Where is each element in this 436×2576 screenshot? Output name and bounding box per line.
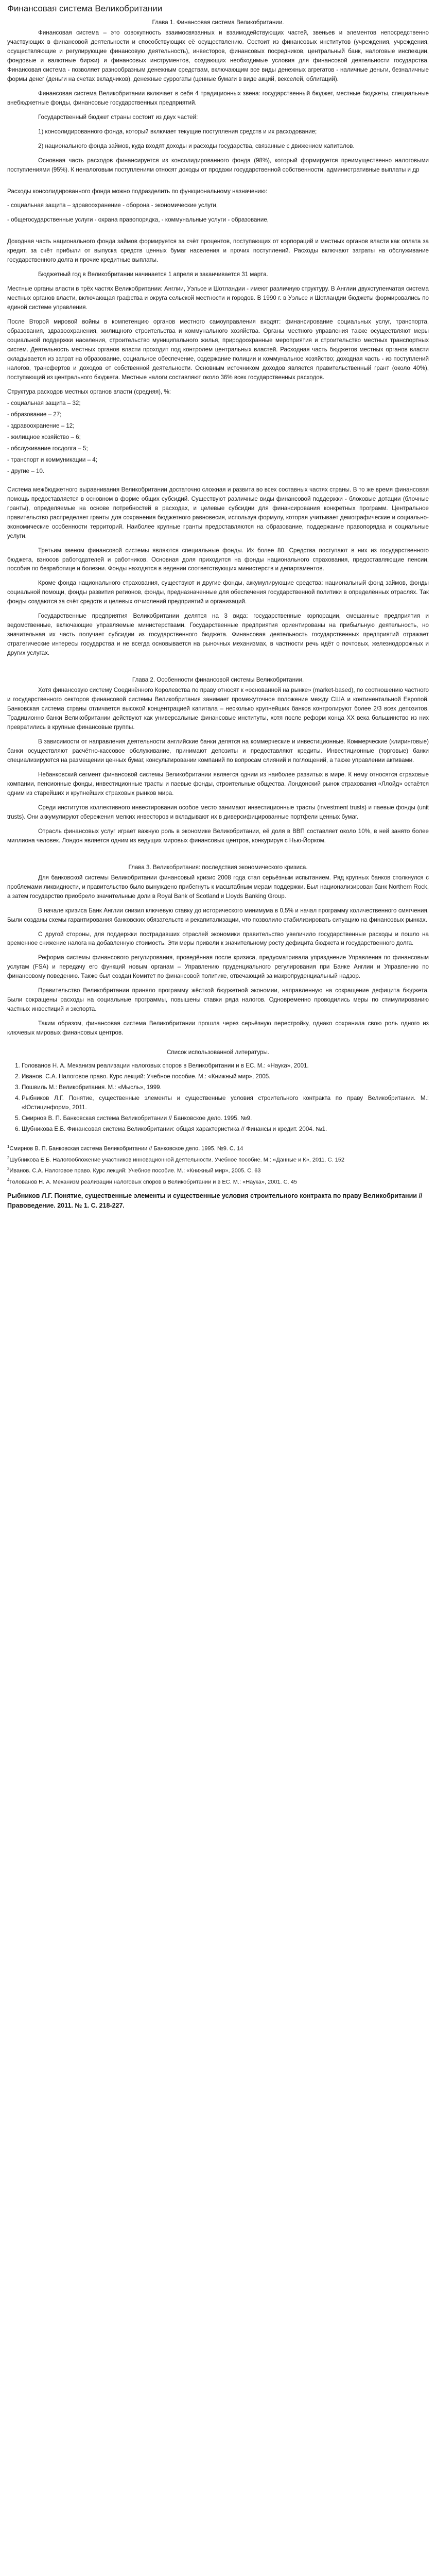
footnote: $^1$Смирнов В. П. Банковская система Великобритании // Банковское дело. 1995. №9. С. 14: [7, 1144, 243, 1152]
paragraph: Реформа системы финансового регулирования, проведённая после кризиса, предусматривала упразднение Управления по финансовым услугам (FSA) и передачу его функций новым органам – Управлению пруденциального регулирования при Банке Англии и Управлению по финансовому поведению. Также был создан Комитет по финансовой политике, отвечающий за макропруденциальный надзор.: [7, 954, 429, 980]
chapter-3-heading: Глава 3. Великобритания: последствия экономического кризиса.: [128, 863, 308, 871]
paragraph: Финансовая система – это совокупность взаимосвязанных и взаимодействующих частей, звеньев и элементов непосредственно участвующих в финансовой деятельности и способствующих её осуществлению. Состоит из финансовых институтов (учреждения, учреждения, осуществляющие и регулирующие финансовую деятельность), инвесторов, финансовых посредников, центральный банк, налоговые инспекции, фондовые и валютные биржи) и финансовых инструментов, создающих необходимые условия для финансовой деятельности государства. Финансовая система - позволяет разнообразным денежным средствам, включающим все виды денежных агрегатов - наличные деньги, безналичные формы денег (деньги на счетах вкладчиков), денежные суррогаты (ценные бумаги в виде акций, векселей, облигаций).: [7, 29, 429, 82]
paragraph: Среди институтов коллективного инвестирования особое место занимают инвестиционные трасты (investment trusts) и паевые фонды (unit trusts). Они аккумулируют сбережения мелких инвесторов и вкладывают их в диверсифицированные портфели ценных бумаг.: [7, 804, 429, 820]
footnotes: [7, 1144, 429, 1187]
bibliography-item: 3. Пошвиль М.: Великобритания. М.: «Мысль», 1999.: [22, 1083, 429, 1092]
list-item: - здравоохранение – 12;: [7, 422, 75, 429]
footnote: $^2$Шубникова Е.Б. Налогообложение участников инновационной деятельности. Учебное пособие. М.: «Данные и К», 2011. С. 152: [7, 1155, 345, 1163]
paragraph: Бюджетный год в Великобритании начинается 1 апреля и заканчивается 31 марта.: [38, 271, 268, 278]
paragraph: После Второй мировой войны в компетенцию органов местного самоуправления входят: финансирование социальных услуг, транспорта, образования, здравоохранения, жилищного строительства и коммунального хозяйства. Органы местного управления также осуществляют меры социальной поддержки населения, строительство муниципального жилья, природоохранные мероприятия и строительство местных транспортных систем. Деятельность местных органов власти проходит под контролем центральных властей. Расходная часть бюджетов местных органов власти складывается из затрат на образование, социальное обеспечение, содержание полиции и коммунальное хозяйство; доходная часть - из поступлений налогов, трансфертов и доходов от собственной деятельности. Основным источником доходов является правительственный грант (около 40%), поступающий из центрального бюджета. Местные налоги составляют около 36% всех государственных расходов.: [7, 318, 429, 381]
document-page: [0, 0, 436, 1232]
paragraph: Правительство Великобритании приняло программу жёсткой бюджетной экономии, направленную на сокращение дефицита бюджета. Были сокращены расходы на социальные программы, повышены ставки ряда налогов. Одновременно проводились меры по стимулированию частных инвестиций и экспорта.: [7, 987, 429, 1013]
bibliography-item: 6. Шубникова Е.Б. Финансовая система Великобритании: общая характеристика // Финансы и кредит. 2004. №1.: [22, 1125, 429, 1134]
paragraph: Третьим звеном финансовой системы являются специальные фонды. Их более 80. Средства поступают в них из государственного бюджета, взносов работодателей и работников. Основная доля приходится на фонды национального страхования, предоставляющие пенсии, пособия по безработице и болезни. Фонды находятся в ведении соответствующих министерств и департаментов.: [7, 547, 429, 572]
paragraph: - социальная защита – здравоохранение - оборона - экономические услуги,: [7, 202, 218, 209]
chapter-1-heading: Глава 1. Финансовая система Великобритании.: [152, 19, 284, 26]
paragraph: Основная часть расходов финансируется из консолидированного фонда (98%), который формируется преимущественно налоговыми поступлениями (95%). К неналоговым поступлениям относят доходы от продажи государственной собственности, административные выплаты и др: [7, 157, 429, 173]
structure-heading: Структура расходов местных органов власти (средняя), %:: [7, 388, 171, 395]
paragraph: - общегосударственные услуги - охрана правопорядка, - коммунальные услуги - образование,: [7, 216, 269, 224]
citation-text: Рыбников Л.Г. Понятие, существенные элементы и существенные условия строительного контракта по праву Великобритании // Правоведение. 2011. № 1. С. 218-227.: [7, 1192, 423, 1210]
paragraph: В начале кризиса Банк Англии снизил ключевую ставку до исторического минимума в 0,5% и начал программу количественного смягчения. Были созданы схемы гарантирования банковских обязательств и рекапитализации, что позволило стабилизировать ситуацию на финансовых рынках.: [7, 907, 429, 923]
list-item: - транспорт и коммуникации – 4;: [7, 456, 97, 463]
bibliography-item: 5. Смирнов В. П. Банковская система Великобритании // Банковское дело. 1995. №9.: [22, 1114, 429, 1123]
footnote: $^4$Голованов Н. А. Механизм реализации налоговых споров в Великобритании и в ЕС. М.: «Наука», 2001. С. 45: [7, 1178, 297, 1185]
paragraph: Система межбюджетного выравнивания Великобритании достаточно сложная и развита во всех составных частях страны. В то же время финансовая помощь предоставляется в основном в форме общих субсидий. Существуют различные виды финансовой поддержки - блоковые дотации (блочные гранты), определяемые на основе потребностей в расходах, и целевые субсидии для финансирования конкретных программ. Центральное правительство распределяет гранты для сохранения бюджетного равновесия, используя формулу, которая учитывает демографические и социально-экономические особенности территорий. Наиболее крупные гранты предоставляются на образование, поддержание правопорядка и социальные услуги.: [7, 486, 429, 539]
paragraph: Государственный бюджет страны состоит из двух частей:: [38, 113, 198, 121]
paragraph: В зависимости от направления деятельности английские банки делятся на коммерческие и инвестиционные. Коммерческие (клиринговые) банки осуществляют расчётно-кассовое обслуживание, принимают депозиты и предоставляют кредиты. Инвестиционные (торговые) банки специализируются на размещении ценных бумаг, консультировании компаний по вопросам слияний и поглощений, а также управлении активами.: [7, 738, 429, 764]
list-item: - социальная защита – 32;: [7, 399, 81, 406]
paragraph: Небанковский сегмент финансовой системы Великобритании является одним из наиболее развитых в мире. К нему относятся страховые компании, пенсионные фонды, инвестиционные трасты и паевые фонды, строительные общества. Лондонский рынок страхования «Ллойд» остаётся одним из старейших и крупнейших страховых рынков мира.: [7, 771, 429, 796]
list-item: - жилищное хозяйство – 6;: [7, 433, 81, 440]
paragraph: Для банковской системы Великобритании финансовый кризис 2008 года стал серьёзным испытанием. Ряд крупных банков столкнулся с проблемами ликвидности, и правительство было вынуждено прибегнуть к масштабным мерам поддержки. Был национализирован банк Northern Rock, а затем государство приобрело значительные доли в Royal Bank of Scotland и Lloyds Banking Group.: [7, 874, 429, 900]
footnote-text: Иванов. С.А. Налоговое право. Курс лекций: Учебное пособие. М.: «Книжный мир», 2005. С. 63: [9, 1168, 261, 1174]
paragraph: Государственные предприятия Великобритании делятся на 3 вида: государственные корпорации, смешанные предприятия и ведомственные, включающие управляемые министерствами. Государственные предприятия ориентированы на прибыльную деятельность, но значительная их часть получает субсидии из государственного бюджета. Финансовая деятельность государственных предприятий отражает стратегические интересы государства и не всегда основывается на рыночных механизмах, в частности речь идёт о почтовых, железнодорожных и других услугах.: [7, 613, 429, 657]
paragraph: Хотя финансовую систему Соединённого Королевства по праву относят к «основанной на рынке» (market-based), по соотношению частного и государственного секторов финансовой системы Великобритания занимает промежуточное положение между США и континентальной Европой. Банковская система страны отличается высокой концентрацией капитала – несколько крупнейших банков контролируют более 2/3 всех депозитов. Традиционно банки Великобритании действуют как универсальные финансовые институты, хотя после реформ конца XX века большинство из них превратились в крупные финансовые группы.: [7, 687, 429, 731]
citation: [7, 1191, 429, 1211]
footnote: $^3$Иванов. С.А. Налоговое право. Курс лекций: Учебное пособие. М.: «Книжный мир», 2005. С. 63: [7, 1166, 261, 1174]
footnote-text: Голованов Н. А. Механизм реализации налоговых споров в Великобритании и в ЕС. М.: «Наука», 2001. С. 45: [9, 1179, 297, 1185]
paragraph: Отрасль финансовых услуг играет важную роль в экономике Великобритании, её доля в ВВП составляет около 10%, в ней занято более миллиона человек. Лондон является одним из ведущих мировых финансовых центров, конкурируя с Нью-Йорком.: [7, 827, 429, 844]
paragraph: Местные органы власти в трёх частях Великобритании: Англии, Уэльсе и Шотландии - имеют различную структуру. В Англии двухступенчатая система местных органов власти, включающая графства и округа сельской местности и городов. В 1990 г. в Уэльсе и Шотландии бюджеты формировались по единой системе управления.: [7, 285, 429, 311]
structure-list: [7, 387, 429, 476]
document-title: Финансовая система Великобритании: [7, 4, 163, 13]
bibliography-item: 1. Голованов Н. А. Механизм реализации налоговых споров в Великобритании и в ЕС. М.: «Наука», 2001.: [22, 1061, 429, 1071]
bibliography-item: 2. Иванов. С.А. Налоговое право. Курс лекций: Учебное пособие. М.: «Книжный мир», 2005.: [22, 1072, 429, 1081]
paragraph: Доходная часть национального фонда займов формируется за счёт процентов, поступающих от корпораций и местных органов власти как оплата за кредит, за счёт прибыли от выпуска средств ценных бумаг населения и прочих поступлений. Расходы включают затраты на обслуживание государственного долга и прочие кредитные выплаты.: [7, 238, 429, 264]
paragraph: 1) консолидированного фонда, который включает текущие поступления средств и их расходование;: [38, 128, 317, 135]
paragraph: Финансовая система Великобритании включает в себя 4 традиционных звена: государственный бюджет, местные бюджеты, специальные внебюджетные фонды, финансовые государственных предприятий.: [7, 90, 429, 106]
list-item: - обслуживание госдолга – 5;: [7, 445, 88, 452]
chapter-2-heading: Глава 2. Особенности финансовой системы Великобритании.: [132, 676, 304, 684]
footnote-text: Смирнов В. П. Банковская система Великобритании // Банковское дело. 1995. №9. С. 14: [9, 1145, 243, 1152]
paragraph: Таким образом, финансовая система Великобритании прошла через серьёзную перестройку, однако сохранила свою роль одного из ключевых мировых финансовых центров.: [7, 1020, 429, 1037]
paragraph: С другой стороны, для поддержки пострадавших отраслей экономики правительство увеличило государственные расходы и пошло на временное снижение налога на добавленную стоимость. Эти меры привели к значительному росту дефицита бюджета и государственного долга.: [7, 930, 429, 947]
paragraph: Кроме фонда национального страхования, существуют и другие фонды, аккумулирующие средства: национальный фонд займов, фонды социальной помощи, фонды развития регионов, фонды, предназначенные для обеспечения государственной политики в определённых отраслях. Так фонды создаются за счёт средств и целевых отчислений предприятий и организаций.: [7, 580, 429, 605]
bibliography-item: 4. Рыбников Л.Г. Понятие, существенные элементы и существенные условия строительного контракта по праву Великобритании. М.: «Юстицинформ», 2011.: [22, 1094, 429, 1112]
bibliography: [7, 1048, 429, 1134]
footnote-text: Шубникова Е.Б. Налогообложение участников инновационной деятельности. Учебное пособие. М.: «Данные и К», 2011. С. 152: [9, 1157, 345, 1163]
paragraph: 2) национального фонда займов, куда входят доходы и расходы государства, связанные с движением капиталов.: [38, 142, 355, 149]
paragraph: Расходы консолидированного фонда можно подразделить по функциональному назначению:: [7, 188, 268, 195]
list-item: - образование – 27;: [7, 411, 62, 418]
bibliography-heading: Список использованной литературы.: [166, 1049, 270, 1056]
list-item: - другие – 10.: [7, 467, 45, 474]
